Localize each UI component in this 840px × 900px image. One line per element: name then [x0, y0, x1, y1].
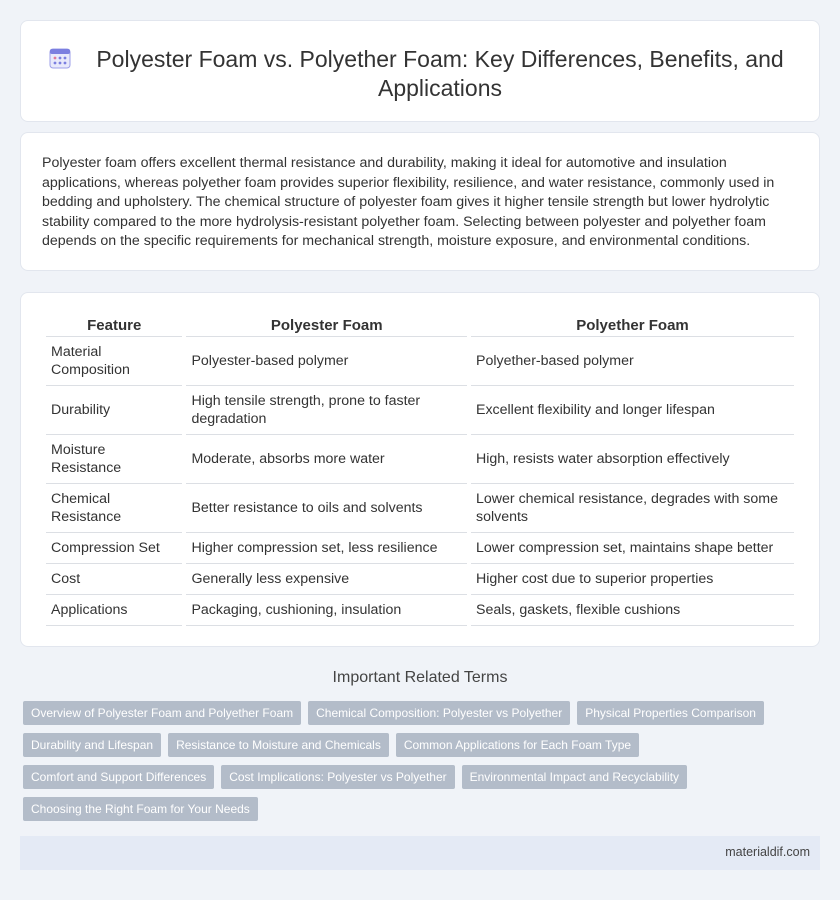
related-term-tag[interactable]: Choosing the Right Foam for Your Needs [23, 797, 258, 821]
feature-cell: Chemical Resistance [46, 484, 182, 533]
column-header-polyester: Polyester Foam [186, 315, 467, 337]
polyether-cell: High, resists water absorption effectively [471, 435, 794, 484]
feature-cell: Applications [46, 595, 182, 626]
feature-cell: Compression Set [46, 533, 182, 564]
related-term-tag[interactable]: Durability and Lifespan [23, 733, 161, 757]
table-row [46, 435, 794, 484]
feature-cell: Cost [46, 564, 182, 595]
column-header-feature: Feature [46, 315, 182, 337]
column-header-polyether: Polyether Foam [471, 315, 794, 337]
page-title: Polyester Foam vs. Polyether Foam: Key Differences, Benefits, and Applications [96, 46, 784, 101]
polyether-cell: Excellent flexibility and longer lifespan [471, 386, 794, 435]
comparison-card [20, 292, 820, 647]
related-term-tag[interactable]: Chemical Composition: Polyester vs Polyether [308, 701, 570, 725]
polyester-cell: Higher compression set, less resilience [186, 533, 467, 564]
polyester-cell: Packaging, cushioning, insulation [186, 595, 467, 626]
table-row [46, 564, 794, 595]
table-row [46, 533, 794, 564]
related-terms-title: Important Related Terms [332, 669, 508, 686]
related-term-tag[interactable]: Physical Properties Comparison [577, 701, 764, 725]
polyester-cell: Generally less expensive [186, 564, 467, 595]
related-term-tag[interactable]: Common Applications for Each Foam Type [396, 733, 639, 757]
polyester-cell: Moderate, absorbs more water [186, 435, 467, 484]
title-card [20, 20, 820, 122]
related-term-tag[interactable]: Overview of Polyester Foam and Polyether Foam [23, 701, 301, 725]
polyether-cell: Polyether-based polymer [471, 337, 794, 386]
polyether-cell: Lower compression set, maintains shape better [471, 533, 794, 564]
polyester-cell: Polyester-based polymer [186, 337, 467, 386]
footer-site-link[interactable]: materialdif.com [725, 845, 810, 859]
polyester-cell: Better resistance to oils and solvents [186, 484, 467, 533]
intro-paragraph: Polyester foam offers excellent thermal resistance and durability, making it ideal for automotive and insulation applications, whereas polyether foam provides superior flexibility, resilience, and water resistance, commonly used in bedding and upholstery. The chemical structure of polyester foam gives it higher tensile strength but lower hydrolytic stability compared to the more hydrolysis-resistant polyether foam. Selecting between polyester and polyether foam depends on the specific requirements for mechanical strength, moisture exposure, and environmental conditions. [42, 155, 775, 250]
related-term-tag[interactable]: Resistance to Moisture and Chemicals [168, 733, 389, 757]
related-term-tag[interactable]: Environmental Impact and Recyclability [462, 765, 687, 789]
related-terms-list [23, 701, 803, 829]
polyether-cell: Higher cost due to superior properties [471, 564, 794, 595]
comparison-table [42, 315, 798, 626]
table-header-row [46, 315, 794, 337]
feature-cell: Moisture Resistance [46, 435, 182, 484]
table-row [46, 386, 794, 435]
polyester-cell: High tensile strength, prone to faster degradation [186, 386, 467, 435]
polyether-cell: Lower chemical resistance, degrades with some solvents [471, 484, 794, 533]
feature-cell: Durability [46, 386, 182, 435]
related-term-tag[interactable]: Comfort and Support Differences [23, 765, 214, 789]
related-term-tag[interactable]: Cost Implications: Polyester vs Polyether [221, 765, 454, 789]
intro-card [20, 132, 820, 271]
feature-cell: Material Composition [46, 337, 182, 386]
table-row [46, 595, 794, 626]
polyether-cell: Seals, gaskets, flexible cushions [471, 595, 794, 626]
footer-bar [20, 836, 820, 870]
table-row [46, 484, 794, 533]
table-row [46, 337, 794, 386]
